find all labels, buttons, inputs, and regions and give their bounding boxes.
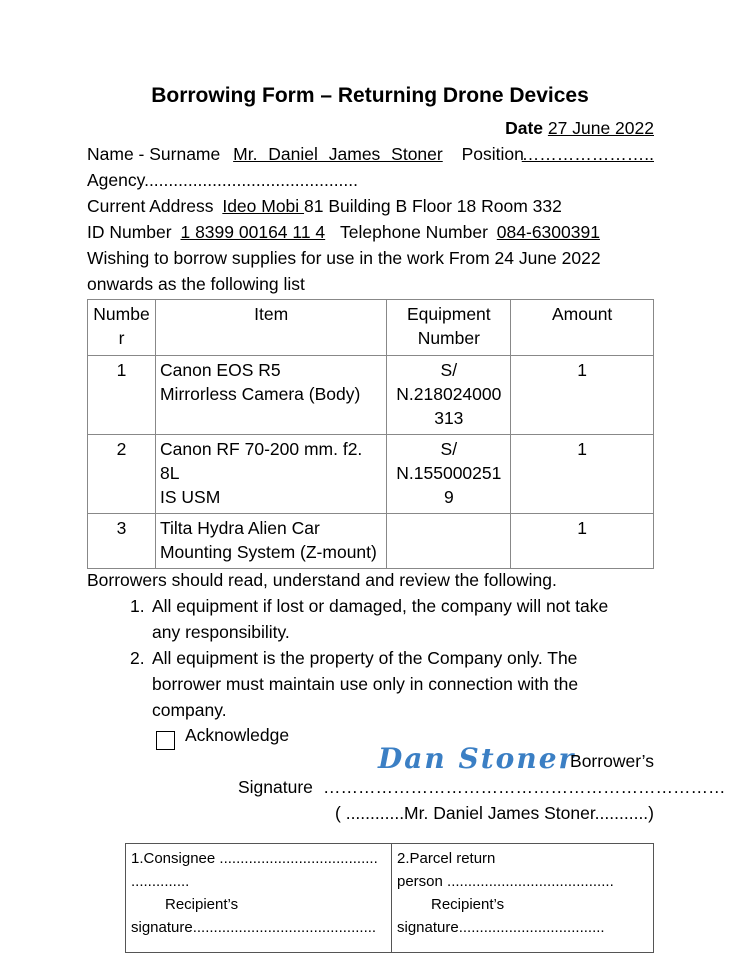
form-title: Borrowing Form – Returning Drone Devices	[151, 84, 589, 107]
acknowledge-label: Acknowledge	[185, 725, 290, 745]
date-line	[505, 115, 654, 141]
purpose-line-1: Wishing to borrow supplies for use in the work From 24 June 2022	[87, 248, 601, 268]
id-label: ID Number	[87, 222, 172, 242]
signature-line-right: signature...................................	[397, 919, 605, 936]
row-number: 2	[88, 435, 156, 514]
row-amount: 1	[511, 435, 654, 514]
parcel-return-label: 2.Parcel return	[397, 850, 496, 867]
table-row	[88, 356, 654, 435]
header-equipment-number: Equipment Number	[387, 300, 511, 356]
recipient-label-right: Recipient’s	[431, 896, 505, 913]
name-value: Mr. Daniel James Stoner	[233, 144, 443, 164]
row-item: Canon EOS R5 Mirrorless Camera (Body)	[155, 356, 386, 435]
agency-line	[87, 167, 358, 193]
agency-value: ............................................	[144, 170, 359, 190]
phone-label: Telephone Number	[340, 222, 488, 242]
address-value-underlined: Ideo Mobi	[222, 196, 305, 216]
row-item: Tilta Hydra Alien Car Mounting System (Z-mount)	[155, 514, 386, 569]
table-header-row	[88, 300, 654, 356]
row-amount: 1	[511, 356, 654, 435]
handwritten-signature: Dan Stoner	[378, 742, 576, 775]
row-number: 3	[88, 514, 156, 569]
borrower-name-line: ( ............Mr. Daniel James Stoner...........)	[335, 803, 654, 823]
row-number: 1	[88, 356, 156, 435]
acknowledge-checkbox[interactable]	[156, 731, 175, 750]
consignee-box	[125, 843, 654, 953]
row-equipment-number: S/ N.155000251 9	[387, 435, 511, 514]
signature-dots: ……………………………………………………………	[323, 777, 726, 797]
signature-label: Signature	[238, 777, 313, 797]
consignee-line: 1.Consignee ......................................	[131, 850, 378, 867]
position-value: …………………..	[521, 144, 654, 164]
instructions-intro: Borrowers should read, understand and review the following.	[87, 570, 557, 590]
consignee-section	[126, 844, 392, 952]
row-item: Canon RF 70-200 mm. f2. 8L IS USM	[155, 435, 386, 514]
id-value: 1 8399 00164 11 4	[180, 222, 326, 242]
address-label: Current Address	[87, 196, 214, 216]
id-line	[87, 219, 600, 245]
agency-label: Agency	[87, 170, 145, 190]
items-table	[87, 299, 654, 569]
borrower-label: Borrower’s	[570, 751, 654, 771]
recipient-label-left: Recipient’s	[165, 896, 239, 913]
row-equipment-number: S/ N.218024000 313	[387, 356, 511, 435]
header-amount: Amount	[511, 300, 654, 356]
instruction-item-1: 1. All equipment if lost or damaged, the company will not take any responsibility.	[130, 596, 609, 642]
table-row	[88, 435, 654, 514]
position-label: Position	[461, 144, 524, 164]
signature-line	[238, 774, 313, 800]
address-value-rest: 81 Building B Floor 18 Room 332	[304, 196, 562, 216]
purpose-line-2: onwards as the following list	[87, 274, 305, 294]
row-amount: 1	[511, 514, 654, 569]
name-label: Name - Surname	[87, 144, 221, 164]
name-line	[87, 141, 654, 167]
table-row	[88, 514, 654, 569]
instruction-item-2: 2. All equipment is the property of the Company only. The borrower must maintain use only in connection with the company.	[130, 648, 579, 720]
consignee-line-cont: ..............	[131, 873, 190, 890]
phone-value: 084-6300391	[496, 222, 600, 242]
parcel-return-person-line: person ........................................	[397, 873, 614, 890]
date-label: Date	[505, 118, 544, 138]
parcel-return-section	[392, 844, 653, 952]
header-item: Item	[155, 300, 386, 356]
row-equipment-number	[387, 514, 511, 569]
date-value: 27 June 2022	[547, 118, 654, 138]
signature-line-left: signature............................................	[131, 919, 377, 936]
header-number: Numbe r	[88, 300, 156, 356]
address-line	[87, 193, 562, 219]
